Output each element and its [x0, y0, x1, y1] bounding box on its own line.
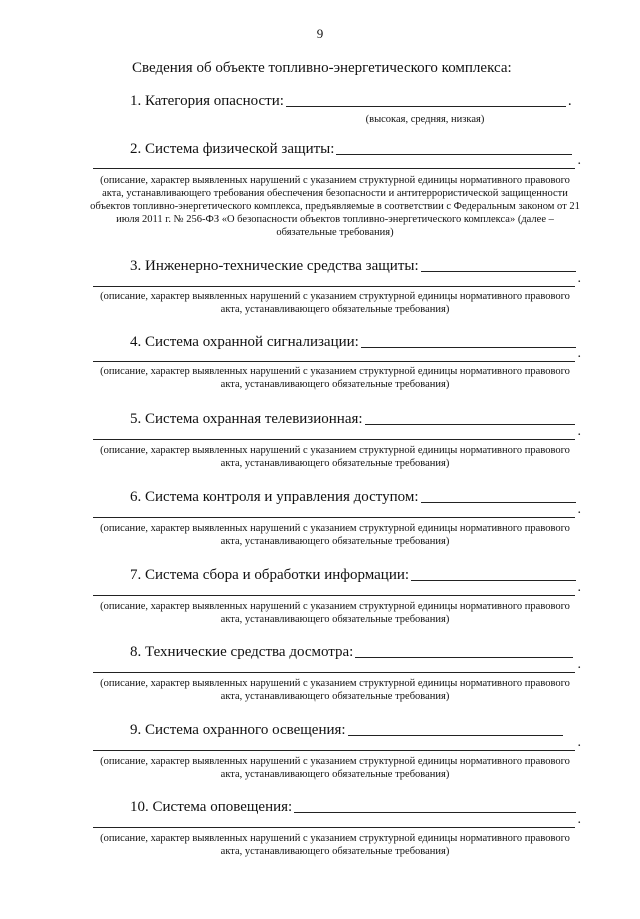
- field-hint: (описание, характер выявленных нарушений с указанием структурной единицы нормативного правового акта, устанавливающего обязательные требования): [100, 756, 570, 780]
- fill-in-field[interactable]: [286, 106, 566, 107]
- fill-in-field[interactable]: [421, 502, 576, 503]
- fill-in-line[interactable]: [93, 286, 575, 287]
- section-heading: 10. Система оповещения:: [130, 799, 293, 815]
- field-hint: (описание, характер выявленных нарушений с указанием структурной единицы нормативного правового акта, устанавливающего требования обеспечения безопасности и антитеррористической защищенности объектов топливно-энергетического комплекса, предъявляемые в соответствии с Федеральным законом от 21 июля 2011 г. № 256-ФЗ «О безопасности объектов топливно-энергетического комплекса» (далее – обязательные требования): [90, 175, 580, 238]
- fill-in-field[interactable]: [361, 347, 576, 348]
- fill-in-line[interactable]: [93, 827, 575, 828]
- fill-in-line[interactable]: [93, 517, 575, 518]
- field-hint: (описание, характер выявленных нарушений с указанием структурной единицы нормативного правового акта, устанавливающего обязательные требования): [100, 445, 570, 469]
- section-heading: 4. Система охранной сигнализации:: [130, 334, 359, 350]
- fill-in-line[interactable]: [93, 595, 575, 596]
- fill-in-line[interactable]: [93, 361, 575, 362]
- page-title: Сведения об объекте топливно-энергетического комплекса:: [132, 60, 512, 76]
- section-heading: 8. Технические средства досмотра:: [130, 644, 354, 660]
- section-heading: 6. Система контроля и управления доступом:: [130, 489, 419, 505]
- field-hint: (описание, характер выявленных нарушений с указанием структурной единицы нормативного правового акта, устанавливающего обязательные требования): [100, 366, 570, 390]
- fill-in-line[interactable]: [93, 439, 575, 440]
- fill-in-line[interactable]: [93, 750, 575, 751]
- fill-in-field[interactable]: [411, 580, 576, 581]
- fill-in-field[interactable]: [294, 812, 576, 813]
- field-hint: (высокая, средняя, низкая): [365, 114, 485, 125]
- field-hint: (описание, характер выявленных нарушений с указанием структурной единицы нормативного правового акта, устанавливающего обязательные требования): [100, 833, 570, 857]
- fill-in-field[interactable]: [336, 154, 572, 155]
- field-hint: (описание, характер выявленных нарушений с указанием структурной единицы нормативного правового акта, устанавливающего обязательные требования): [100, 523, 570, 547]
- fill-in-field[interactable]: [365, 424, 575, 425]
- fill-in-field[interactable]: [421, 271, 576, 272]
- fill-in-field[interactable]: [355, 657, 573, 658]
- section-heading: 3. Инженерно-технические средства защиты:: [130, 258, 419, 274]
- field-hint: (описание, характер выявленных нарушений с указанием структурной единицы нормативного правового акта, устанавливающего обязательные требования): [100, 678, 570, 702]
- section-heading: 5. Система охранная телевизионная:: [130, 411, 363, 427]
- fill-in-line[interactable]: [93, 168, 575, 169]
- page-number: 9: [316, 26, 324, 41]
- fill-in-line[interactable]: [93, 672, 575, 673]
- section-heading: 7. Система сбора и обработки информации:: [130, 567, 410, 583]
- section-heading: 9. Система охранного освещения:: [130, 722, 346, 738]
- field-hint: (описание, характер выявленных нарушений с указанием структурной единицы нормативного правового акта, устанавливающего обязательные требования): [100, 291, 570, 315]
- fill-in-field[interactable]: [348, 735, 563, 736]
- field-hint: (описание, характер выявленных нарушений с указанием структурной единицы нормативного правового акта, устанавливающего обязательные требования): [100, 601, 570, 625]
- section-heading: 1. Категория опасности:: [130, 93, 284, 109]
- section-heading: 2. Система физической защиты:: [130, 141, 335, 157]
